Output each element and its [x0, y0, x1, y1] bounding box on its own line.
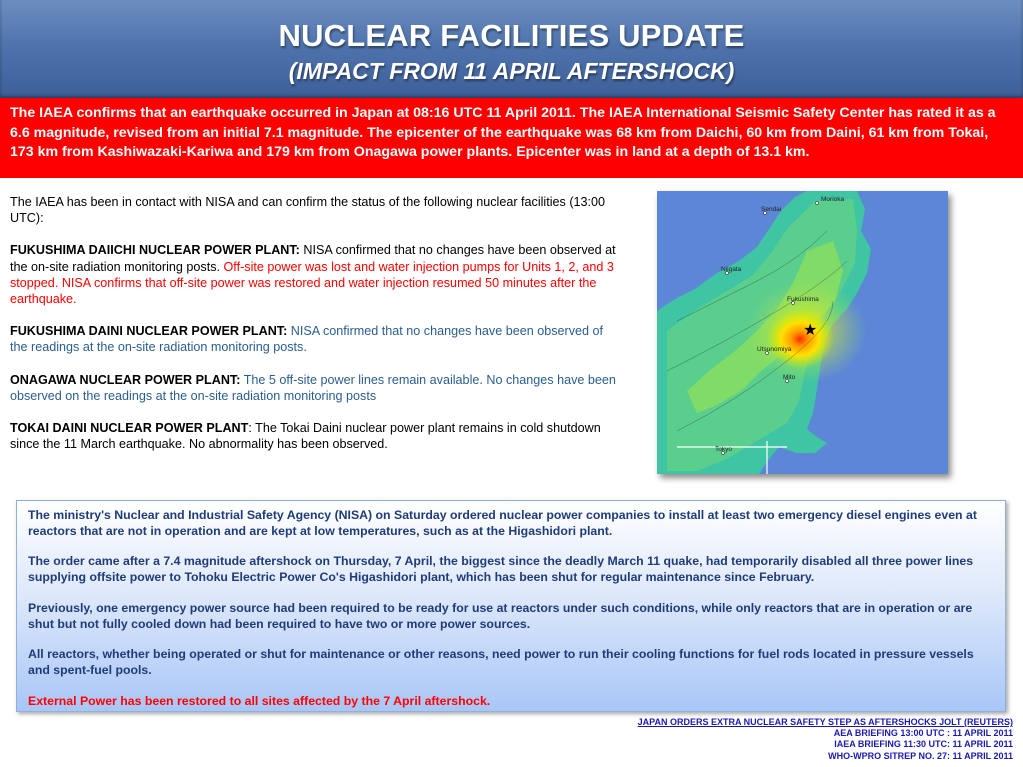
status-onagawa — [10, 372, 622, 404]
status-daiichi — [10, 242, 622, 307]
earthquake-summary: The IAEA confirms that an earthquake occurred in Japan at 08:16 UTC 11 April 2011. The IAEA International Seismic Safety Center has rated it as a 6.6 magnitude, revised from an initial 7.1 magnitude. The epicenter of the earthquake was 68 km from Daichi, 60 km from Daini, 61 km from Tokai, 173 km from Kashiwazaki-Kariwa and 179 km from Onagawa power plants. Epicenter was in land at a depth of 13.1 km. — [0, 98, 1023, 178]
source-who-sitrep: WHO-WPRO SITREP NO. 27: 11 APRIL 2011 — [828, 750, 1013, 761]
status-daini — [10, 323, 622, 355]
daini-text: NISA confirmed that no changes have been observed of the readings at the on-site radiation monitoring posts. — [10, 324, 604, 355]
nisa-notice-box — [16, 500, 1006, 712]
notice-paragraph-4: All reactors, whether being operated or shut for maintenance or other reasons, need power to run their cooling functions for fuel rods located in pressure vessels and spent-fuel pools. — [28, 647, 974, 678]
map-label-utsunomiya: Utsunomiya — [757, 346, 792, 353]
daini-name: FUKUSHIMA DAINI NUCLEAR POWER PLANT: — [10, 324, 288, 339]
notice-paragraph-1: The ministry's Nuclear and Industrial Safety Agency (NISA) on Saturday ordered nuclear power companies to install at least two emergency diesel engines even at reactors that are not in operation and are kept at low temperatures, such as at the Higashidori plant. — [28, 508, 977, 538]
daiichi-normal: NISA confirmed that no changes have been observed at the on-site radiation monitoring posts. — [10, 243, 616, 274]
map-label-tokyo: Tokyo — [715, 446, 732, 453]
notice-paragraph-3: Previously, one emergency power source had been required to be ready for use at reactors under such conditions, while only reactors that are in operation or are shut but not fully cooled down had been required to have two or more power sources. — [28, 600, 973, 631]
source-iaea-briefing: IAEA BRIEFING 11:30 UTC: 11 APRIL 2011 — [834, 739, 1013, 750]
notice-paragraph-5: External Power has been restored to all sites affected by the 7 April aftershock. — [28, 693, 491, 708]
status-tokai — [10, 420, 622, 452]
slide-header — [0, 0, 1023, 98]
slide-subtitle: (IMPACT FROM 11 APRIL AFTERSHOCK) — [288, 58, 735, 84]
onagawa-name: ONAGAWA NUCLEAR POWER PLANT: — [10, 372, 241, 387]
status-intro: The IAEA has been in contact with NISA and can confirm the status of the following nuclear facilities (13:00 UTC): — [10, 195, 606, 226]
facility-status-section — [10, 194, 622, 468]
slide-title: NUCLEAR FACILITIES UPDATE — [278, 18, 745, 53]
notice-paragraph-2: The order came after a 7.4 magnitude aftershock on Thursday, 7 April, the biggest since the deadly March 11 quake, had temporarily disabled all three power lines supplying offsite power to Tohoku Electric Power Co's Higashidori plant, which has been shut for regular maintenance since February. — [28, 554, 974, 585]
tokai-name: TOKAI DAINI NUCLEAR POWER PLANT — [10, 421, 249, 436]
map-label-morioka: Morioka — [821, 196, 845, 203]
tokai-text: : The Tokai Daini nuclear power plant remains in cold shutdown since the 11 March earthquake. No abnormality has been observed. — [10, 421, 601, 452]
daiichi-name: FUKUSHIMA DAIICHI NUCLEAR POWER PLANT: — [10, 243, 300, 258]
onagawa-text: The 5 off-site power lines remain available. No changes have been observed on the readings at the on-site radiation monitoring posts — [10, 372, 616, 403]
source-aea-briefing: AEA BRIEFING 13:00 UTC : 11 APRIL 2011 — [833, 728, 1013, 739]
shakemap-image — [657, 191, 948, 474]
map-label-sendai: Sendai — [761, 206, 782, 213]
map-label-niigata: Niigata — [721, 266, 742, 273]
source-link-reuters[interactable]: JAPAN ORDERS EXTRA NUCLEAR SAFETY STEP AS AFTERSHOCKS JOLT (REUTERS) — [637, 717, 1013, 727]
map-label-mito: Mito — [783, 374, 796, 381]
map-label-fukushima: Fukushima — [787, 296, 819, 303]
shakemap-svg — [657, 191, 948, 474]
intensity-zone-core — [766, 309, 834, 369]
sources-list — [413, 717, 1013, 762]
daiichi-alert: Off-site power was lost and water injection pumps for Units 1, 2, and 3 stopped. NISA confirms that off-site power was restored and water injection resumed 50 minutes after the earthquake. — [10, 259, 614, 307]
epicenter-star-icon: ★ — [803, 320, 818, 339]
